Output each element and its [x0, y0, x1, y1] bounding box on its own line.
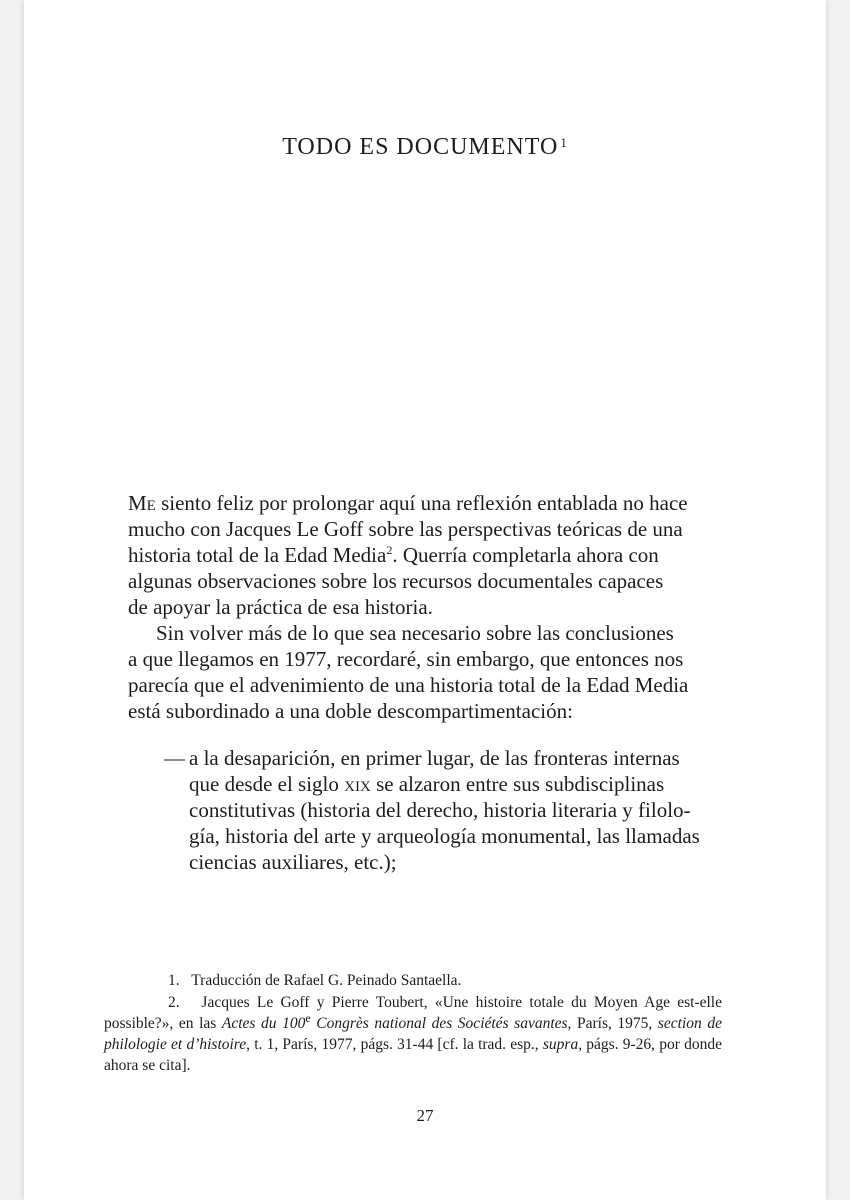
paragraph-1: [128, 490, 722, 620]
footnotes: [104, 970, 722, 1077]
paragraph-2-line-3: parecía que el advenimiento de una historia total de la Edad Media: [128, 673, 689, 697]
chapter-title-text: TODO ES DOCUMENTO: [282, 134, 559, 160]
paragraph-2-line-2: a que llegamos en 1977, recordaré, sin embargo, que entonces nos: [128, 647, 684, 671]
footnote-2-number: 2.: [168, 994, 180, 1011]
book-page: [24, 0, 826, 1200]
century-numeral: xix: [344, 772, 371, 796]
paragraph-2-line-4: está subordinado a una doble descompartimentación:: [128, 699, 573, 723]
paragraph-1-line-5: de apoyar la práctica de esa historia.: [128, 595, 433, 619]
paragraph-2-line-1: Sin volver más de lo que sea necesario sobre las conclusiones: [156, 621, 674, 645]
footnote-1-text: Traducción de Rafael G. Peinado Santaella.: [191, 972, 462, 989]
paragraph-1-line-2: mucho con Jacques Le Goff sobre las perspectivas teóricas de una: [128, 517, 683, 541]
chapter-title: [24, 134, 826, 161]
footnote-2: 2. Jacques Le Goff y Pierre Toubert, «Une histoire totale du Moyen Age est-elle possible?», en las Actes du 100e Congrès national des Sociétés savantes, París, 1975, section de philologie et d’histoire, t. 1, París, 1977, págs. 31-44 [cf. la trad. esp., supra, págs. 9-26, por donde ahora se cita].: [104, 994, 722, 1074]
paragraph-2: [128, 620, 722, 724]
drop-lead-word: Me: [128, 491, 156, 515]
list-item-text: a la desaparición, en primer lugar, de las fronteras internas que desde el siglo xix se alzaron entre sus subdisciplinas constitutivas (historia del derecho, historia literaria y filolo- gía, historia del arte y arqueología monumental, las llamadas ciencias auxiliares, etc.);: [189, 746, 700, 874]
paragraph-1-line-3: historia total de la Edad Media$^2$. Querría completarla ahora con: [128, 543, 659, 567]
title-footnote-marker: 1: [560, 135, 568, 150]
paragraph-1-line-1: Me siento feliz por prolongar aquí una reflexión entablada no hace: [128, 491, 688, 515]
list-dash: —: [164, 746, 185, 770]
page-number: 27: [416, 1106, 434, 1125]
footnote-marker-2: 2: [386, 543, 393, 557]
footnote-1-number: 1.: [168, 972, 180, 989]
list-item: [164, 745, 722, 875]
paragraph-1-line-4: algunas observaciones sobre los recursos documentales capaces: [128, 569, 664, 593]
footnote-1: [104, 970, 722, 991]
